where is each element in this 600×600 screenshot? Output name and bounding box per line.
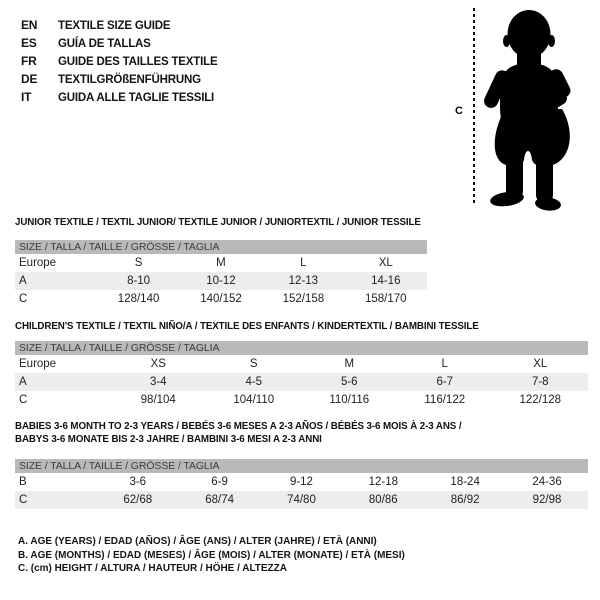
table-row	[15, 473, 588, 491]
children-size-table	[15, 341, 588, 409]
size-value-cell: XL	[533, 358, 548, 370]
size-value-cell: L	[441, 358, 448, 370]
language-title: TEXTILE SIZE GUIDE	[58, 18, 171, 32]
language-code: IT	[21, 90, 32, 104]
row-label-cell: A	[15, 373, 111, 391]
language-title: GUÍA DE TALLAS	[58, 36, 151, 50]
babies-textile-section	[15, 420, 588, 509]
row-label-cell: B	[19, 476, 27, 488]
language-title: GUIDA ALLE TAGLIE TESSILI	[58, 90, 215, 104]
language-code: DE	[21, 72, 38, 86]
size-table-header: SIZE / TALLA / TAILLE / GRÖSSE / TAGLIA	[15, 240, 427, 254]
size-value-cell: 10-12	[180, 272, 262, 290]
size-value-cell: 6-7	[397, 373, 493, 391]
table-title	[15, 420, 588, 459]
size-value-cell: 140/152	[200, 293, 242, 305]
children-textile-section	[15, 320, 588, 409]
size-value-cell: 68/74	[179, 491, 261, 509]
table-row	[15, 290, 427, 308]
table-row	[15, 373, 588, 391]
table-title	[15, 216, 451, 240]
size-value-cell: 3-4	[111, 373, 207, 391]
note-height-cm: C. (cm) HEIGHT / ALTURA / HAUTEUR / HÖHE / ALTEZZA	[18, 562, 287, 574]
size-value-cell: 6-9	[211, 476, 228, 488]
size-value-cell: 8-10	[97, 272, 179, 290]
table-row	[15, 355, 588, 373]
note-age-years: A. AGE (YEARS) / EDAD (AÑOS) / ÂGE (ANS) / ALTER (JAHRE) / ETÀ (ANNI)	[18, 535, 377, 547]
language-code: ES	[21, 36, 37, 50]
table-title-line: JUNIOR TEXTILE / TEXTIL JUNIOR/ TEXTILE JUNIOR / JUNIORTEXTIL / JUNIOR TESSILE	[15, 216, 421, 228]
table-title-line: BABIES 3-6 MONTH TO 2-3 YEARS / BEBÉS 3-6 MESES A 2-3 AÑOS / BÉBÉS 3-6 MOIS À 2-3 ANS /	[15, 420, 462, 432]
table-row	[15, 272, 427, 290]
language-code: EN	[21, 18, 38, 32]
baby-silhouette-image	[480, 7, 595, 212]
size-value-cell: 74/80	[261, 491, 343, 509]
size-table-header: SIZE / TALLA / TAILLE / GRÖSSE / TAGLIA	[15, 459, 588, 473]
table-row	[15, 391, 588, 409]
table-row	[15, 491, 588, 509]
size-value-cell: XL	[378, 257, 393, 269]
row-label-cell: Europe	[19, 257, 57, 269]
height-measure-dotted-line	[473, 8, 475, 206]
row-label-cell: C	[19, 394, 28, 406]
size-value-cell: L	[300, 257, 307, 269]
size-value-cell: 116/122	[424, 394, 466, 406]
table-title-line: BABYS 3-6 MONATE BIS 2-3 JAHRE / BAMBINI 3-6 MESI A 2-3 ANNI	[15, 433, 322, 445]
size-value-cell: 92/98	[506, 491, 588, 509]
size-value-cell: XS	[150, 358, 166, 370]
size-value-cell: 158/170	[364, 293, 407, 305]
size-value-cell: 104/110	[233, 394, 275, 406]
size-value-cell: 3-6	[129, 476, 147, 488]
size-value-cell: 7-8	[493, 373, 589, 391]
junior-textile-section	[15, 216, 451, 308]
size-value-cell: 98/104	[140, 394, 176, 406]
size-value-cell: 14-16	[345, 272, 427, 290]
size-table-header: SIZE / TALLA / TAILLE / GRÖSSE / TAGLIA	[15, 341, 588, 355]
height-figure	[0, 0, 600, 215]
legend-notes	[18, 535, 425, 576]
row-label-cell: C	[19, 293, 28, 305]
babies-size-table	[15, 459, 588, 509]
size-value-cell: 152/158	[282, 293, 325, 305]
row-label-cell: A	[15, 272, 97, 290]
language-code: FR	[21, 54, 37, 68]
size-value-cell: 12-18	[368, 476, 398, 488]
size-value-cell: 80/86	[342, 491, 424, 509]
size-value-cell: 12-13	[262, 272, 344, 290]
size-value-cell: 62/68	[97, 491, 179, 509]
row-label-cell: C	[15, 491, 97, 509]
size-value-cell: M	[344, 358, 355, 370]
size-value-cell: S	[249, 358, 258, 370]
size-value-cell: 4-5	[206, 373, 302, 391]
size-value-cell: 128/140	[117, 293, 160, 305]
size-value-cell: 18-24	[450, 476, 480, 488]
size-value-cell: S	[134, 257, 143, 269]
table-title-line: CHILDREN'S TEXTILE / TEXTIL NIÑO/A / TEXTILE DES ENFANTS / KINDERTEXTIL / BAMBINI TESSILE	[15, 320, 479, 332]
size-value-cell: 9-12	[289, 476, 313, 488]
size-value-cell: 86/92	[424, 491, 506, 509]
height-measure-label: C	[455, 105, 463, 117]
size-value-cell: 5-6	[302, 373, 398, 391]
size-value-cell: 24-36	[532, 476, 562, 488]
table-row	[15, 254, 427, 272]
language-title: TEXTILGRÖßENFÜHRUNG	[58, 72, 201, 86]
language-title: GUIDE DES TAILLES TEXTILE	[58, 54, 218, 68]
table-title	[15, 320, 588, 341]
note-age-months: B. AGE (MONTHS) / EDAD (MESES) / ÂGE (MOIS) / ALTER (MONATE) / ETÀ (MESI)	[18, 548, 405, 561]
row-label-cell: Europe	[19, 358, 57, 370]
junior-size-table	[15, 240, 427, 308]
size-value-cell: 110/116	[329, 394, 370, 406]
size-value-cell: M	[216, 257, 226, 269]
size-value-cell: 122/128	[519, 394, 562, 406]
